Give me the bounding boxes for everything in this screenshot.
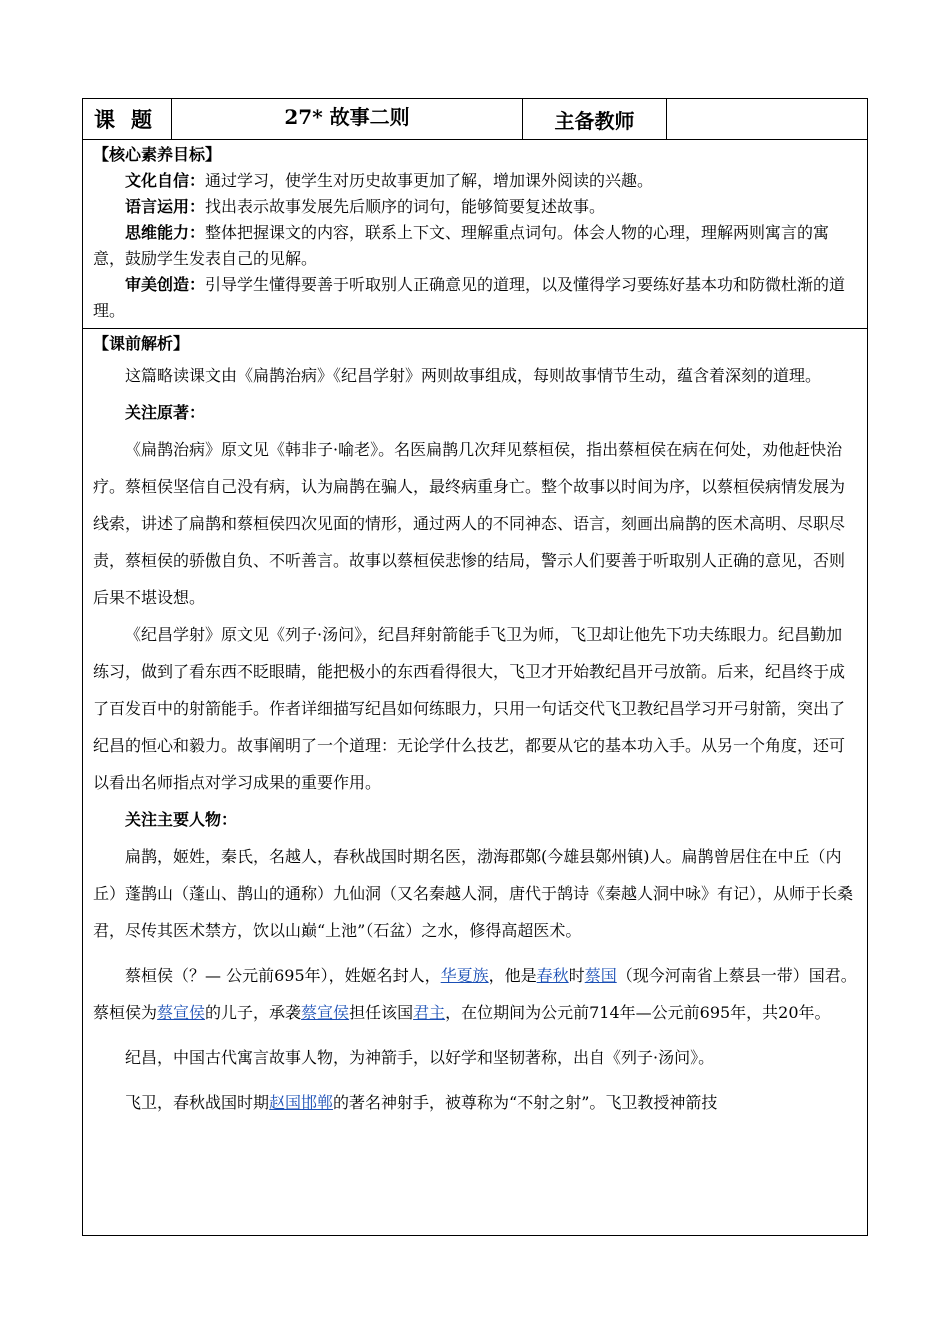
goal-item: 审美创造：引导学生懂得要善于听取别人正确意见的道理，以及懂得学习要练好基本功和防微杜渐的道理。 xyxy=(93,275,846,320)
bianque-paragraph: 《扁鹊治病》原文见《韩非子·喻老》。名医扁鹊几次拜见蔡桓侯，指出蔡桓侯在病在何处，劝他赶快治疗。蔡桓侯坚信自己没有病，认为扁鹊在骗人，最终病重身亡。整个故事以时间为序，以蔡桓侯病情发展为线索，讲述了扁鹊和蔡桓侯四次见面的情形，通过两人的不同神态、语言，刻画出扁鹊的医术高明、尽职尽责，蔡桓侯的骄傲自负、不听善言。故事以蔡桓侯悲惨的结局，警示人们要善于听取别人正确的意见，否则后果不堪设想。 xyxy=(93,440,846,607)
link-caixuanhou-2[interactable]: 蔡宣侯 xyxy=(301,1003,350,1022)
goal-item: 思维能力：整体把握课文的内容，联系上下文、理解重点词句。体会人物的心理，理解两则寓言的寓意，鼓励学生发表自己的见解。 xyxy=(93,223,830,268)
link-caixuanhou[interactable]: 蔡宣侯 xyxy=(157,1003,206,1022)
goals-title: 【核心素养目标】 xyxy=(93,145,222,164)
link-junzhu[interactable]: 君主 xyxy=(413,1003,446,1022)
goal-item: 语言运用：找出表示故事发展先后顺序的词句，能够简要复述故事。 xyxy=(125,197,606,216)
person-caihuanhou: 蔡桓侯（？— 公元前695年），姓姬名封人，华夏族，他是春秋时蔡国（现今河南省上蔡县一带）国君。蔡桓侯为蔡宣侯的儿子，承袭蔡宣侯担任该国君主，在位期间为公元前714年—公元前695年，共20年。 xyxy=(93,966,857,1022)
analysis-title: 【课前解析】 xyxy=(93,334,190,353)
lesson-title: 27* 故事二则 xyxy=(172,99,523,139)
header-row xyxy=(83,99,867,140)
topic-label: 课题 xyxy=(83,99,172,139)
link-handan[interactable]: 邯郸 xyxy=(301,1093,334,1112)
link-chunqiu[interactable]: 春秋 xyxy=(536,966,569,985)
teacher-label: 主备教师 xyxy=(523,99,667,139)
link-zhaoguo[interactable]: 赵国 xyxy=(269,1093,302,1112)
person-feiwei: 飞卫，春秋战国时期赵国邯郸的著名神射手，被尊称为“不射之射”。飞卫教授神箭技 xyxy=(125,1093,718,1112)
goals-section xyxy=(83,140,867,329)
link-huaxiazu[interactable]: 华夏族 xyxy=(440,966,489,985)
analysis-section xyxy=(83,329,867,1235)
teacher-value xyxy=(667,99,867,139)
jichang-paragraph: 《纪昌学射》原文见《列子·汤问》，纪昌拜射箭能手飞卫为师，飞卫却让他先下功夫练眼力。纪昌勤加练习，做到了看东西不眨眼睛，能把极小的东西看得很大，飞卫才开始教纪昌开弓放箭。后来，纪昌终于成了百发百中的射箭能手。作者详细描写纪昌如何练眼力，只用一句话交代飞卫教纪昌学习开弓射箭，突出了纪昌的恒心和毅力。故事阐明了一个道理：无论学什么技艺，都要从它的基本功入手。从另一个角度，还可以看出名师指点对学习成果的重要作用。 xyxy=(93,625,846,792)
focus-people-heading: 关注主要人物： xyxy=(125,810,238,829)
person-jichang: 纪昌，中国古代寓言故事人物，为神箭手，以好学和坚韧著称，出自《列子·汤问》。 xyxy=(125,1048,715,1067)
focus-original-heading: 关注原著： xyxy=(125,403,206,422)
analysis-intro: 这篇略读课文由《扁鹊治病》《纪昌学射》两则故事组成，每则故事情节生动，蕴含着深刻的道理。 xyxy=(125,366,822,385)
goal-item: 文化自信：通过学习，使学生对历史故事更加了解，增加课外阅读的兴趣。 xyxy=(125,171,654,190)
link-caiguo[interactable]: 蔡国 xyxy=(584,966,617,985)
lesson-plan-table xyxy=(82,98,868,1236)
person-bianque: 扁鹊，姬姓，秦氏，名越人，春秋战国时期名医，渤海郡鄚(今雄县鄚州镇)人。扁鹊曾居住在中丘（内丘）蓬鹊山（蓬山、鹊山的通称）九仙洞（又名秦越人洞，唐代于鹄诗《秦越人洞中咏》有记），从师于长桑君，尽传其医术禁方，饮以山巅“上池”（石盆）之水，修得高超医术。 xyxy=(93,847,854,940)
